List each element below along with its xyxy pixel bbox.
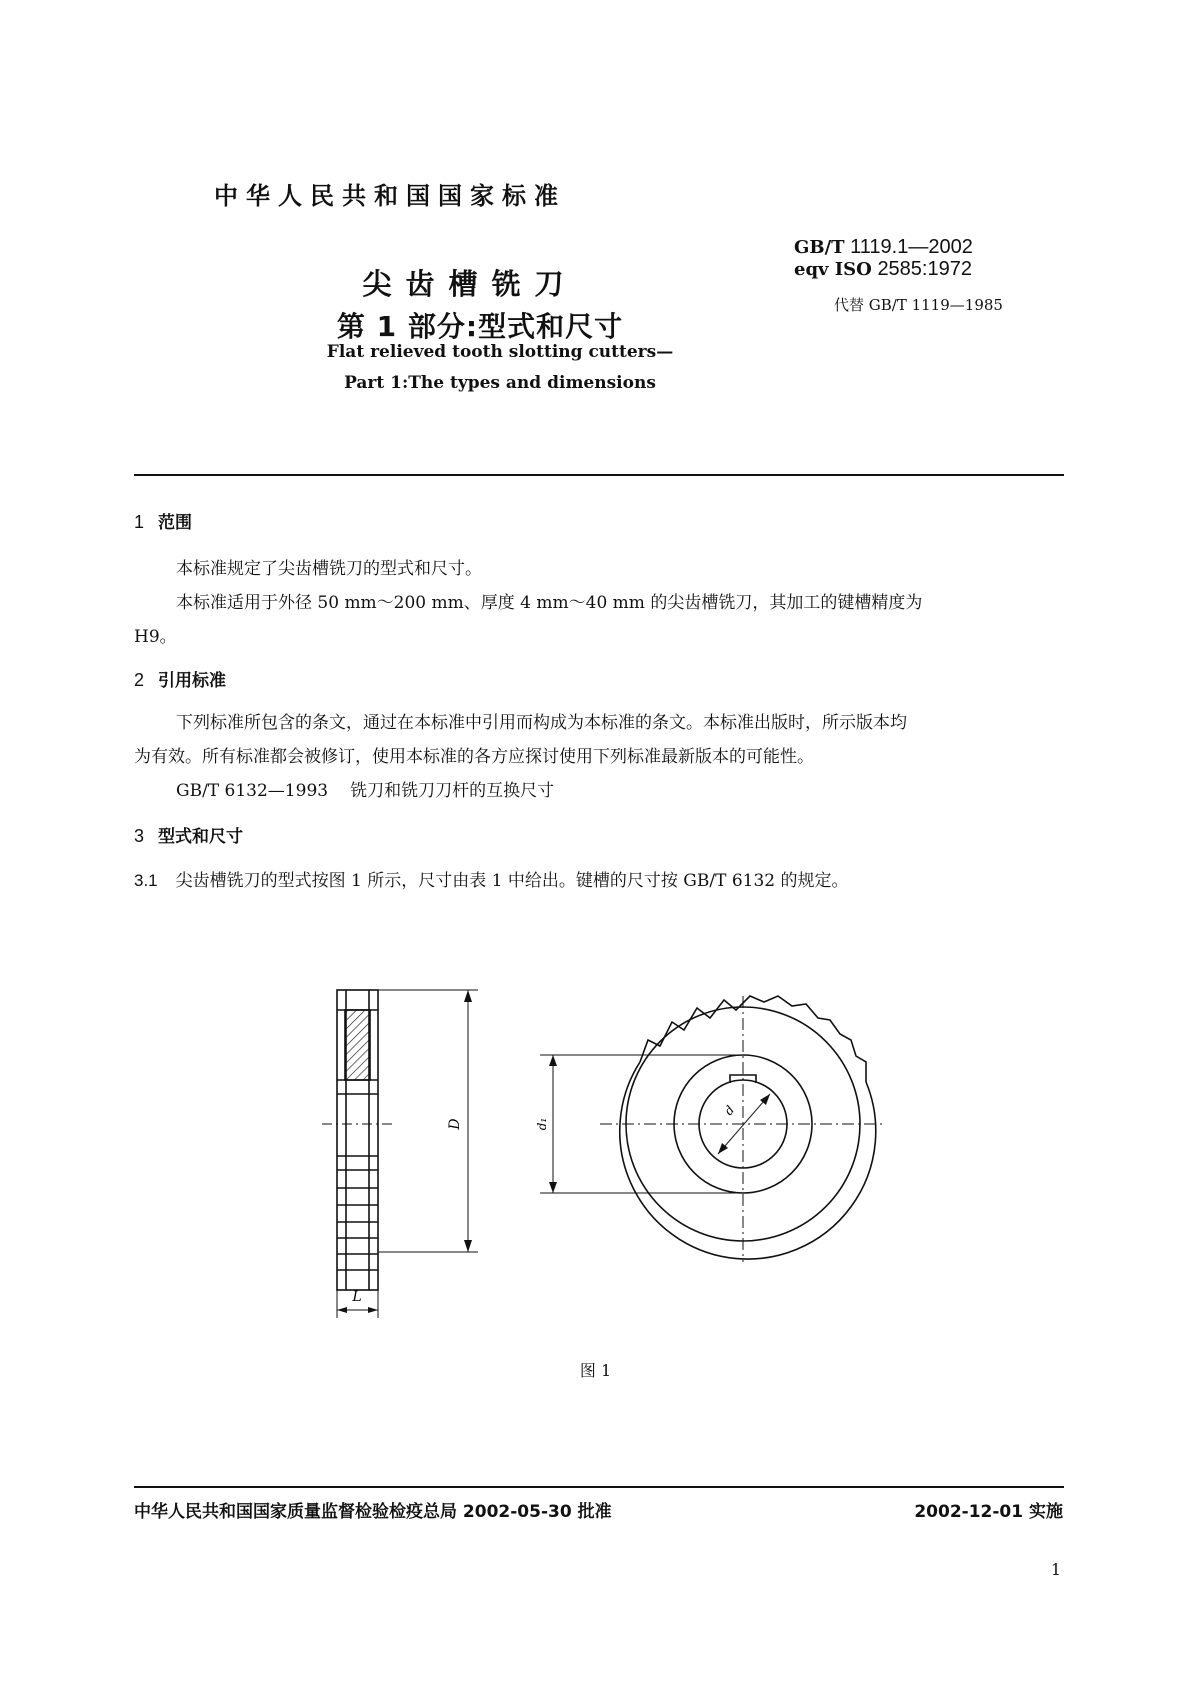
figure-caption: 图 1 bbox=[579, 1361, 612, 1380]
section-3-heading: 3 型式和尺寸 bbox=[134, 826, 244, 847]
front-view-outer-arc bbox=[620, 1062, 876, 1259]
title-en-line2: Part 1:The types and dimensions bbox=[344, 373, 656, 393]
authority-title: 中华人民共和国国家标准 bbox=[214, 182, 566, 210]
footer-effective-date: 2002-12-01 实施 bbox=[914, 1502, 1063, 1522]
front-view bbox=[540, 996, 886, 1262]
paragraph-normative-1: 下列标准所包含的条文，通过在本标准中引用而构成为本标准的条文。本标准出版时，所示版本均 bbox=[176, 713, 907, 733]
dimension-label-L: L bbox=[352, 1289, 362, 1305]
footer-divider bbox=[134, 1486, 1064, 1488]
section-2-heading: 2 引用标准 bbox=[134, 670, 227, 691]
normative-reference: GB/T 6132—1993 铣刀和铣刀刀杆的互换尺寸 bbox=[176, 781, 555, 801]
standard-replaces: 代替 GB/T 1119—1985 bbox=[834, 296, 1003, 314]
side-view-hatch bbox=[345, 1010, 370, 1080]
dimension-label-d: d bbox=[721, 1103, 738, 1118]
title-cn-line1: 尖齿槽铣刀 bbox=[362, 267, 578, 301]
dimension-label-D: D bbox=[447, 1118, 463, 1130]
title-cn-line2: 第 1 部分:型式和尺寸 bbox=[336, 310, 624, 343]
paragraph-scope-2: 本标准适用于外径 50 mm～200 mm、厚度 4 mm～40 mm 的尖齿槽铣刀，其加工的键槽精度为 bbox=[176, 593, 923, 613]
front-view-teeth bbox=[640, 996, 866, 1082]
paragraph-normative-1-cont: 为有效。所有标准都会被修订，使用本标准的各方应探讨使用下列标准最新版本的可能性。 bbox=[134, 747, 814, 767]
dimension-label-d1: d₁ bbox=[535, 1117, 549, 1131]
section-1-heading: 1 范围 bbox=[134, 512, 193, 533]
side-view bbox=[322, 990, 478, 1318]
page-number: 1 bbox=[1050, 1560, 1061, 1579]
title-en-line1: Flat relieved tooth slotting cutters— bbox=[326, 342, 674, 362]
standard-eqv: eqv ISO 2585:1972 bbox=[794, 258, 972, 280]
standard-code: GB/T 1119.1—2002 bbox=[794, 236, 973, 258]
paragraph-scope-2-cont: H9。 bbox=[134, 627, 177, 647]
footer-approval: 中华人民共和国国家质量监督检验检疫总局 2002-05-30 批准 bbox=[134, 1502, 612, 1522]
clause-3-1: 3.1 尖齿槽铣刀的型式按图 1 所示，尺寸由表 1 中给出。键槽的尺寸按 GB/T 6132 的规定。 bbox=[134, 871, 849, 891]
paragraph-scope-1: 本标准规定了尖齿槽铣刀的型式和尺寸。 bbox=[176, 559, 482, 579]
